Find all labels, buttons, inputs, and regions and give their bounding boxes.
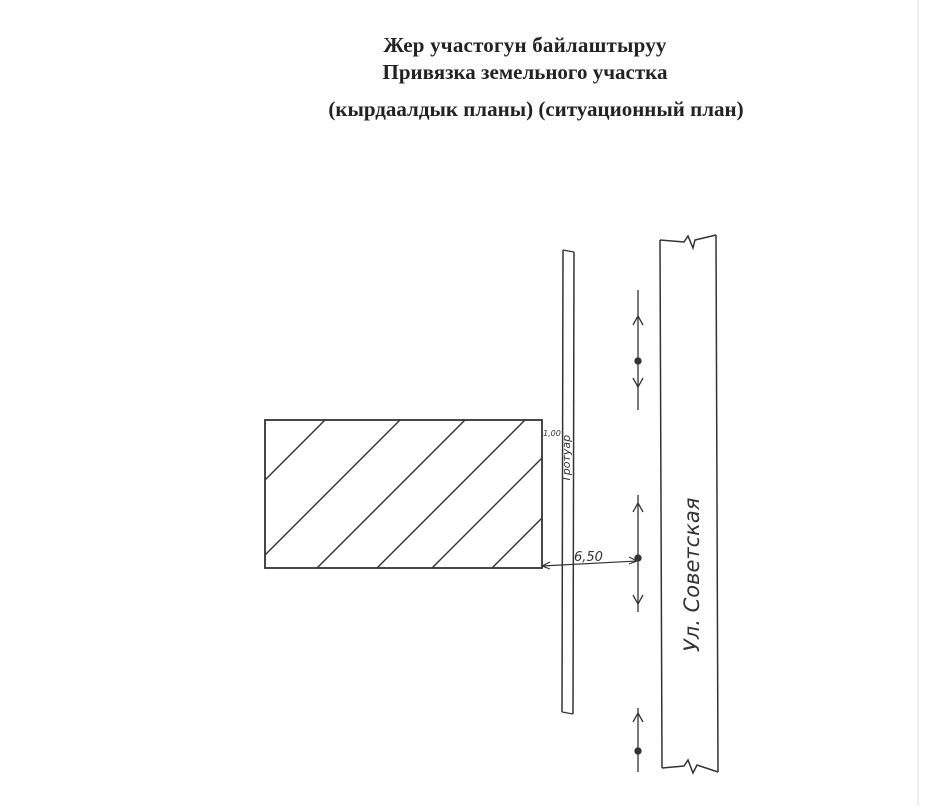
sidewalk-width-label: 1,00 — [543, 429, 561, 438]
street-label: Ул. Советская — [680, 497, 704, 652]
plot-hatching — [225, 400, 580, 595]
distance-label: 6,50 — [574, 550, 603, 565]
title-russian: Привязка земельного участка — [382, 60, 668, 84]
sidewalk-label: Тротуар — [560, 434, 573, 482]
axis-marker-middle — [633, 495, 643, 612]
subtitle-plan-type: (кырдаалдык планы) (ситуационный план) — [328, 97, 744, 121]
land-plot — [225, 400, 580, 595]
title-kyrgyz: Жер участогун байлаштыруу — [383, 33, 667, 57]
axis-marker-top — [633, 290, 643, 410]
axis-marker-bottom — [633, 708, 643, 772]
